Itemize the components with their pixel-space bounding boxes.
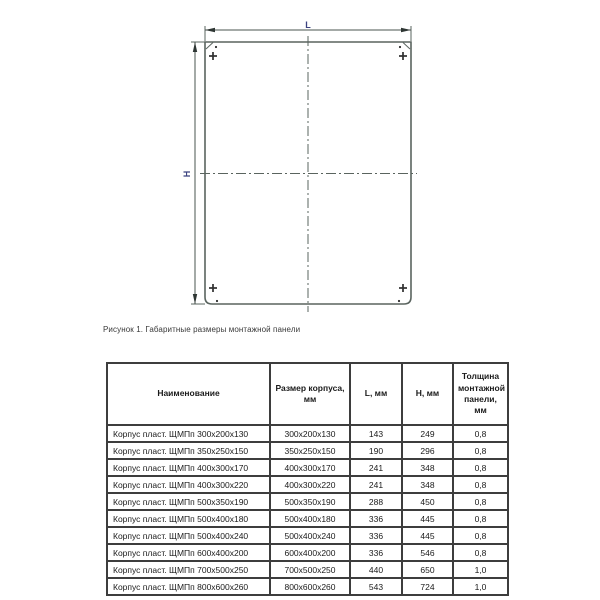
table-cell: 546 xyxy=(402,544,453,561)
table-cell: 800x600x260 xyxy=(270,578,350,595)
extension-lines xyxy=(191,26,411,304)
table-cell: 336 xyxy=(350,544,402,561)
table-cell: 724 xyxy=(402,578,453,595)
table-cell: 348 xyxy=(402,476,453,493)
dimension-label-l: L xyxy=(305,20,311,30)
hole-top-left-icon xyxy=(209,52,217,60)
hole-bottom-left-icon xyxy=(209,284,217,292)
table-cell: 336 xyxy=(350,510,402,527)
table-cell: 296 xyxy=(402,442,453,459)
table-body xyxy=(107,425,508,595)
table-cell: 336 xyxy=(350,527,402,544)
col-header-h: H, мм xyxy=(402,363,453,425)
table-cell: 350x250x150 xyxy=(270,442,350,459)
table-cell: 143 xyxy=(350,425,402,442)
col-header-thickness: Толщина монтажной панели, мм xyxy=(453,363,508,425)
table-row xyxy=(107,476,508,493)
table-cell: 288 xyxy=(350,493,402,510)
table-cell: 0,8 xyxy=(453,527,508,544)
cell-name: Корпус пласт. ЩМПп 500x350x190 xyxy=(107,493,270,510)
dimension-h xyxy=(182,42,197,304)
table-cell: 445 xyxy=(402,527,453,544)
table-cell: 1,0 xyxy=(453,578,508,595)
col-header-name: Наименование xyxy=(107,363,270,425)
table-cell: 0,8 xyxy=(453,510,508,527)
table-cell: 190 xyxy=(350,442,402,459)
arrow-down-icon xyxy=(193,294,197,304)
hole-bottom-right-icon xyxy=(399,284,407,292)
table-cell: 348 xyxy=(402,459,453,476)
dimension-l xyxy=(205,20,411,32)
col-header-size: Размер корпуса, мм xyxy=(270,363,350,425)
dimensions-table xyxy=(106,362,509,596)
table-cell: 300x200x130 xyxy=(270,425,350,442)
table-cell: 0,8 xyxy=(453,442,508,459)
table-row xyxy=(107,527,508,544)
cell-name: Корпус пласт. ЩМПп 350x250x150 xyxy=(107,442,270,459)
table-cell: 500x350x190 xyxy=(270,493,350,510)
table-row xyxy=(107,510,508,527)
col-header-l: L, мм xyxy=(350,363,402,425)
table-cell: 650 xyxy=(402,561,453,578)
table-cell: 0,8 xyxy=(453,493,508,510)
table-row xyxy=(107,561,508,578)
table-cell: 450 xyxy=(402,493,453,510)
table-cell: 0,8 xyxy=(453,544,508,561)
table-cell: 241 xyxy=(350,459,402,476)
table-row xyxy=(107,459,508,476)
arrow-up-icon xyxy=(193,42,197,52)
cell-name: Корпус пласт. ЩМПп 400x300x170 xyxy=(107,459,270,476)
table-cell: 400x300x170 xyxy=(270,459,350,476)
cell-name: Корпус пласт. ЩМПп 300x200x130 xyxy=(107,425,270,442)
table-cell: 0,8 xyxy=(453,425,508,442)
table-row xyxy=(107,493,508,510)
header-row xyxy=(107,363,508,425)
cell-name: Корпус пласт. ЩМПп 600x400x200 xyxy=(107,544,270,561)
hole-top-right-icon xyxy=(399,52,407,60)
centerlines xyxy=(200,36,417,312)
cell-name: Корпус пласт. ЩМПп 400x300x220 xyxy=(107,476,270,493)
table-cell: 0,8 xyxy=(453,476,508,493)
table-cell: 500x400x180 xyxy=(270,510,350,527)
table-cell: 1,0 xyxy=(453,561,508,578)
cell-name: Корпус пласт. ЩМПп 800x600x260 xyxy=(107,578,270,595)
table-cell: 543 xyxy=(350,578,402,595)
table-cell: 445 xyxy=(402,510,453,527)
dimension-label-h: H xyxy=(182,170,192,178)
table-row xyxy=(107,544,508,561)
cell-name: Корпус пласт. ЩМПп 500x400x180 xyxy=(107,510,270,527)
table-cell: 700x500x250 xyxy=(270,561,350,578)
table-cell: 440 xyxy=(350,561,402,578)
table-row xyxy=(107,442,508,459)
table-header xyxy=(107,363,508,425)
table-cell: 500x400x240 xyxy=(270,527,350,544)
cell-name: Корпус пласт. ЩМПп 500x400x240 xyxy=(107,527,270,544)
figure-caption: Рисунок 1. Габаритные размеры монтажной панели xyxy=(103,325,301,334)
arrow-left-icon xyxy=(205,28,215,32)
cell-name: Корпус пласт. ЩМПп 700x500x250 xyxy=(107,561,270,578)
table-row xyxy=(107,578,508,595)
arrow-right-icon xyxy=(401,28,411,32)
table-cell: 400x300x220 xyxy=(270,476,350,493)
table-cell: 249 xyxy=(402,425,453,442)
table-cell: 600x400x200 xyxy=(270,544,350,561)
table-row xyxy=(107,425,508,442)
table-cell: 0,8 xyxy=(453,459,508,476)
table-cell: 241 xyxy=(350,476,402,493)
